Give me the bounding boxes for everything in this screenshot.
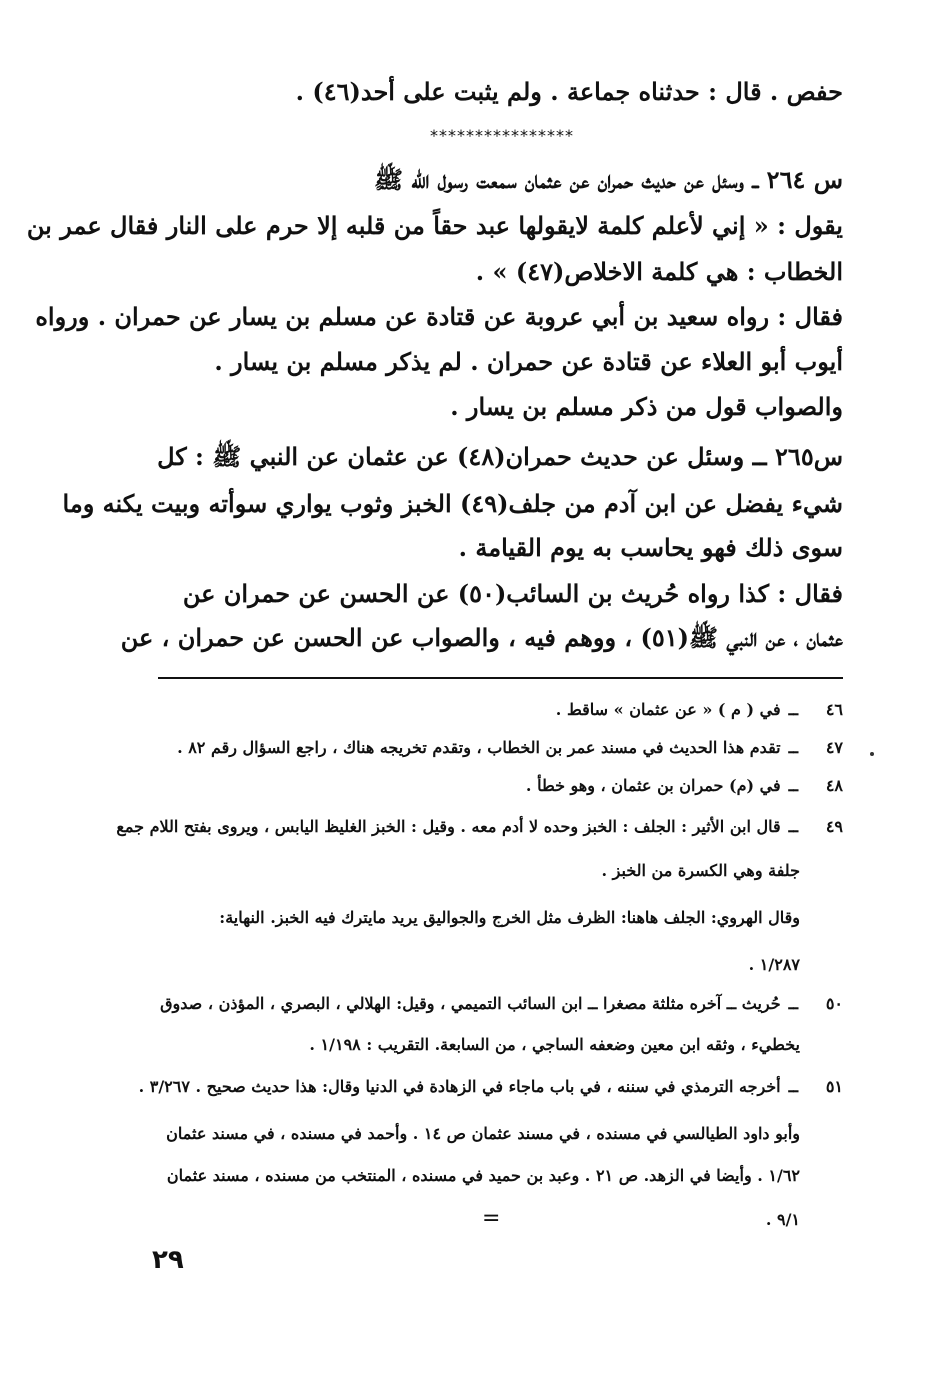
footnote-text: يخطيء ، وثقه ابن معين وضعفه الساجي ، من السابعة. التقريب : ١/١٩٨ .	[309, 1035, 800, 1054]
footnote-number: ٤٦	[825, 700, 843, 719]
body-line: س٢٦٥ ــ وسئل عن حديث حمران(٤٨) عن عثمان عن النبي ﷺ : كل	[157, 442, 843, 471]
footnote-text: ١/٦٢ . وأيضا في الزهد. ص ٢١ . وعبد بن حميد في مسنده ، المنتخب من مسنده ، مسند عثمان	[166, 1166, 800, 1185]
footnote-text: قال ابن الأثير : الجلف : الخبز وحده لا أدم معه . وقيل : الخبز الغليظ اليابس ، ويروى بفتح اللام جمع	[116, 817, 781, 836]
footnote-line	[158, 994, 843, 1013]
footnote-text: وقال الهروي: الجلف هاهنا: الظرف مثل الخرج والجواليق يريد مايترك فيه الخبز. النهاية:	[219, 908, 800, 927]
footnote-line	[158, 955, 800, 974]
footnote-line	[158, 776, 843, 795]
footnote-text: في (م) حمران بن عثمان ، وهو خطأ .	[525, 776, 781, 795]
footnote-number: ٥٠	[825, 994, 843, 1013]
footnote-number: ٥١	[825, 1077, 843, 1096]
body-line: عثمان ، عن النبي ﷺ(٥١) ، ووهم فيه ، والصواب عن الحسن عن حمران ، عن	[120, 623, 843, 652]
body-line: الخطاب : هي كلمة الاخلاص(٤٧) » .	[475, 257, 843, 286]
footnote-line	[116, 817, 843, 836]
footnote-line	[158, 700, 843, 719]
footnote-text: حُريث ــ آخره مثلثة مصغرا ــ ابن السائب التميمي ، وقيل: الهلالي ، البصري ، المؤذن ، صدوق	[160, 994, 781, 1013]
footnote-line	[138, 1077, 843, 1096]
body-line: شيء يفضل عن ابن آدم من جلف(٤٩) الخبز وثوب يواري سوأته وبيت يكنه وما	[62, 489, 843, 518]
body-line: فقال : كذا رواه حُريث بن السائب(٥٠) عن الحسن عن حمران عن	[182, 579, 843, 608]
footnote-line	[158, 1166, 800, 1185]
footnote-text: تقدم هذا الحديث في مسند عمر بن الخطاب ، وتقدم تخريجه هناك ، راجع السؤال رقم ٨٢ .	[177, 738, 781, 757]
body-line: حفص . قال : حدثناه جماعة . ولم يثبت على أحد(٤٦) .	[295, 77, 843, 106]
footnote-divider	[158, 677, 843, 679]
body-line: فقال : رواه سعيد بن أبي عروبة عن قتادة عن مسلم بن يسار عن حمران . ورواه	[35, 302, 843, 331]
body-line: س ٢٦٤ ــ وسئل عن حديث حمران عن عثمان سمعت رسول الله ﷺ	[374, 165, 843, 194]
footnote-text: ٩/١ .	[765, 1210, 800, 1229]
body-line: سوى ذلك فهو يحاسب به يوم القيامة .	[458, 533, 843, 562]
footnote-number: ٤٩	[825, 817, 843, 836]
footnote-line	[158, 861, 800, 880]
footnote-line	[158, 738, 843, 757]
footnote-text: جلفة وهي الكسرة من الخبز .	[601, 861, 800, 880]
footnote-number: ٤٨	[825, 776, 843, 795]
footnote-line	[158, 1035, 800, 1054]
margin-dot	[870, 752, 874, 756]
section-separator: ****************	[430, 126, 574, 145]
footnote-text: وأبو داود الطيالسي في مسنده ، في مسند عثمان ص ١٤ . وأحمد في مسنده ، في مسند عثمان	[166, 1124, 800, 1143]
footnote-dash: ــ	[788, 994, 798, 1013]
continuation-mark: =	[482, 1206, 501, 1231]
body-line: يقول : « إني لأعلم كلمة لايقولها عبد حقاً من قلبه إلا حرم على النار فقال عمر بن	[26, 211, 843, 240]
page-number: ٢٩	[152, 1245, 184, 1275]
footnote-dash: ــ	[788, 700, 798, 719]
body-line: والصواب قول من ذكر مسلم بن يسار .	[450, 392, 843, 421]
footnote-line	[158, 908, 800, 927]
footnote-text: ١/٢٨٧ .	[748, 955, 800, 974]
footnote-text: في ( م ) « عن عثمان » ساقط .	[555, 700, 781, 719]
body-line: أيوب أبو العلاء عن قتادة عن حمران . لم يذكر مسلم بن يسار .	[214, 347, 843, 376]
footnote-line	[158, 1210, 800, 1229]
footnote-dash: ــ	[788, 776, 798, 795]
footnote-line	[158, 1124, 800, 1143]
footnote-text: أخرجه الترمذي في سننه ، في باب ماجاء في الزهادة في الدنيا وقال: هذا حديث صحيح . ٣/٢٦٧ .	[138, 1077, 781, 1096]
footnote-dash: ــ	[788, 738, 798, 757]
footnote-number: ٤٧	[825, 738, 843, 757]
footnote-dash: ــ	[788, 817, 798, 836]
footnote-dash: ــ	[788, 1077, 798, 1096]
